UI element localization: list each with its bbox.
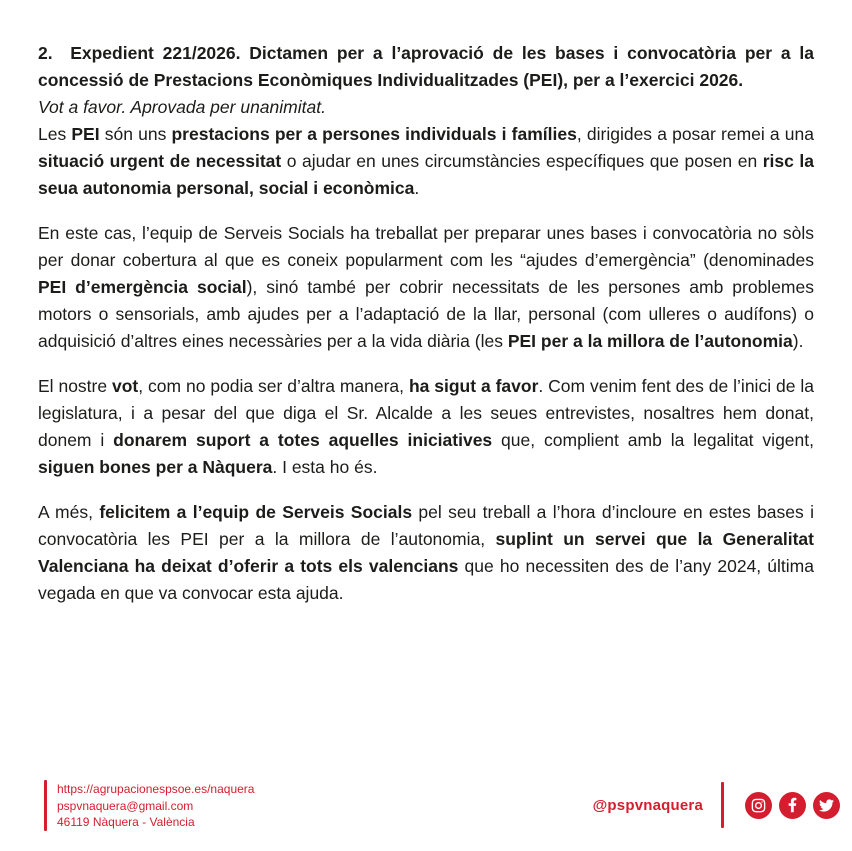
text-segment: . Com venim fent des de l’inici de la legislatura, i a pesar del que diga el Sr. Alcalde a les seues entrevistes, nosaltres hem donat, donem i <box>38 376 814 450</box>
text-segment: que ho necessiten des de l’any 2024, última vegada en que va convocar esta ajuda. <box>38 556 814 603</box>
page-footer <box>0 774 852 836</box>
bold-text-segment: situació urgent de necessitat <box>38 151 282 171</box>
text-segment: que, complient amb la legalitat vigent, <box>492 430 814 450</box>
text-segment: A més, <box>38 502 100 522</box>
footer-accent-bar <box>44 780 47 831</box>
text-segment: o ajudar en unes circumstàncies específiques que posen en <box>281 151 763 171</box>
paragraph <box>38 499 814 607</box>
contact-lines <box>57 780 254 831</box>
vote-result-line: Vot a favor. Aprovada per unanimitat. <box>38 97 326 117</box>
bold-text-segment: prestacions per a persones individuals i famílies <box>171 124 577 144</box>
agenda-item-heading: 2. Expedient 221/2026. Dictamen per a l’aprovació de les bases i convocatòria per a la concessió de Prestacions Econòmiques Individualitzades (PEI), per a l’exercici 2026. <box>38 43 814 90</box>
footer-divider <box>721 782 724 828</box>
text-segment: El nostre <box>38 376 112 396</box>
text-segment: , com no podia ser d’altra manera, <box>138 376 409 396</box>
bold-text-segment: PEI d’emergència social <box>38 277 247 297</box>
bold-text-segment: PEI <box>71 124 100 144</box>
bold-text-segment: risc la seua autonomia personal, social i econòmica <box>38 151 814 198</box>
footer-address: 46119 Nàquera - València <box>57 815 195 829</box>
footer-contact-block <box>44 780 254 831</box>
bold-text-segment: siguen bones per a Nàquera <box>38 457 273 477</box>
text-segment: En este cas, l’equip de Serveis Socials ha treballat per preparar unes bases i convocatòria no sòls per donar cobertura al que es coneix popularment com les “ajudes d’emergència” (denominades <box>38 223 814 270</box>
bold-text-segment: PEI per a la millora de l’autonomia <box>507 331 793 351</box>
text-segment: ), sinó també per cobrir necessitats de les persones amb problemes motors o sensorials, amb ajudes per a l’adaptació de la llar, personal (com ulleres o audífons) o adquisició d’altres eines necessàries per a la vida diària (les <box>38 277 814 351</box>
text-segment: ). <box>792 331 804 351</box>
body-paragraphs <box>38 121 814 607</box>
text-segment: , dirigides a posar remei a una <box>576 124 815 144</box>
facebook-icon[interactable] <box>779 792 806 819</box>
text-segment: . <box>414 178 420 198</box>
text-segment: Les <box>38 124 72 144</box>
bold-text-segment: vot <box>112 376 139 396</box>
minutes-text-block <box>38 40 814 607</box>
twitter-icon[interactable] <box>813 792 840 819</box>
bold-text-segment: ha sigut a favor <box>408 376 539 396</box>
footer-website-link[interactable]: https://agrupacionespsoe.es/naquera <box>57 782 255 796</box>
paragraph <box>38 220 814 355</box>
text-segment: són uns <box>99 124 172 144</box>
instagram-icon[interactable] <box>745 792 772 819</box>
bold-text-segment: suplint un servei que la Generalitat Valenciana ha deixat d’oferir a tots els valencians <box>38 529 814 576</box>
paragraph <box>38 121 814 202</box>
bold-text-segment: felicitem a l’equip de Serveis Socials <box>99 502 413 522</box>
text-segment: . I esta ho és. <box>272 457 378 477</box>
paragraph <box>38 373 814 481</box>
bold-text-segment: donarem suport a totes aquelles iniciatives <box>113 430 493 450</box>
social-handle: @pspvnaquera <box>592 796 703 814</box>
footer-social-block <box>593 774 840 836</box>
text-segment: pel seu treball a l’hora d’incloure en estes bases i convocatòria les PEI per a la millora de l’autonomia, <box>38 502 814 549</box>
footer-email-link[interactable]: pspvnaquera@gmail.com <box>57 798 194 813</box>
